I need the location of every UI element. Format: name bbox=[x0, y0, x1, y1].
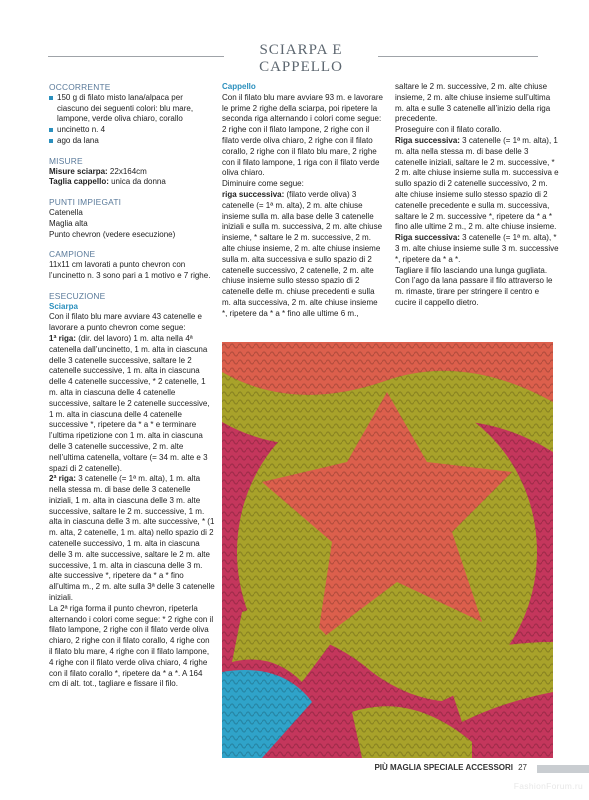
cappello-diminuire: Diminuire come segue: bbox=[222, 179, 304, 189]
punti-item: Punto chevron (vedere esecuzione) bbox=[49, 229, 176, 239]
page-number: 27 bbox=[518, 763, 527, 772]
materials-item: 150 g di filato misto lana/alpaca per ciascuno dei seguenti colori: blu mare, lampone, verde oliva chiaro, corallo bbox=[49, 93, 215, 125]
misure-sciarpa: Misure sciarpa: 22x164cm bbox=[49, 166, 147, 176]
sciarpa-colors: La 2ª riga forma il punto chevron, ripeterla alternando i colori come segue: * 2 righe con il filato lampone, 2 righe con il filato verde oliva chiaro, 2 righe con il filato corallo, 4 righe con il filato blu mare, 4 righe con il filato lampone, 4 righe con il filato verde oliva chiaro, 4 righe con il filato corallo *, ripetere da * a *. A 164 cm di alt. tot., tagliare e fissare il filo. bbox=[49, 603, 214, 689]
column-materials bbox=[49, 82, 215, 690]
title-rule-left bbox=[48, 56, 224, 57]
cappello-heading: Cappello bbox=[222, 82, 256, 91]
footer-bar bbox=[537, 765, 589, 773]
page-footer bbox=[0, 763, 589, 775]
hat-photo bbox=[222, 342, 553, 758]
campione-heading: CAMPIONE bbox=[49, 249, 96, 260]
column-cappello-cont bbox=[395, 82, 559, 309]
cappello-riga-b: Riga successiva: 3 catenelle (= 1ª m. alta), * 3 m. alte chiuse insieme sulle 3 m. successive *, ripetere da * a *. bbox=[395, 233, 559, 264]
punti-item: Catenella bbox=[49, 207, 83, 217]
cappello-riga: riga successiva: (filato verde oliva) 3 catenelle (= 1ª m. alta), 2 m. alte chiuse insieme sulla m. alla base delle 3 catenelle iniziali e sulla m. successiva, 2 m. alte chiuse insieme, * saltare le 2 m. successive, 2 m. alte chiuse insieme, 2 m. alte chiuse insieme sulla m. alta successiva e sullo spazio di 2 catenelle successivo, 2 catenelle, 2 m. alte chiuse insieme sullo stesso spazio di 2 catenelle delle m. chiuse precedenti e sulla m. alta successiva, 2 m. alte chiuse insieme *, ripetere da * a * fino alle ultime 6 m., bbox=[222, 189, 383, 318]
punti-item: Maglia alta bbox=[49, 218, 88, 228]
materials-item: uncinetto n. 4 bbox=[49, 125, 215, 136]
title-rule-right bbox=[378, 56, 538, 57]
sciarpa-riga-1: 1ª riga: (dir. del lavoro) 1 m. alta nella 4ª catenella dall’uncinetto, 1 m. alta in ciascuna delle 3 catenelle successive, saltare le 2 catenelle successive, 1 m. alta in ciascuna delle 4 catenelle successive, * 2 catenelle, 1 m. alta in ciascuna delle 4 catenelle successive, saltare le 2 catenelle successive, 1 m. alta in ciascuna delle 4 catenelle successive *, ripetere da * a * e terminare l’ultima ripetizione con 1 m. alta in ciascuna delle 3 catenelle successive, 2 m. alte nell’ultima catenella, voltare (= 34 m. alte e 3 spazi di 2 catenelle). bbox=[49, 333, 210, 473]
misure-heading: MISURE bbox=[49, 155, 83, 166]
sciarpa-heading: Sciarpa bbox=[49, 301, 78, 311]
watermark: FashionForum.ru bbox=[513, 781, 583, 791]
cappello-cucire: Con l’ago da lana passare il filo attraverso le m. rimaste, tirare per stringere il centro e cucire il cappello dietro. bbox=[395, 276, 553, 307]
sciarpa-riga-2: 2ª riga: 3 catenelle (= 1ª m. alta), 1 m. alta nella stessa m. di base delle 3 catenelle iniziali, 1 m. alta in ciascuna delle 3 m. alte successive, saltare le 2 m. successive, 1 m. alta in ciascuna delle 3 m. alte successive, * (1 m. alta, 2 catenelle, 1 m. alta) nello spazio di 2 catenelle successivo, 1 m. alta in ciascuna delle 3 m. alte successive, saltare le 2 m. alte successive, 1 m. alta in ciascuna delle 3 m. alte successive *, ripetere da * a * fino all’ultima m., 2 m. alte sulla 3ª delle 3 catenelle iniziali. bbox=[49, 474, 215, 603]
cappello-riga-a: Riga successiva: 3 catenelle (= 1ª m. alta), 1 m. alta nella stessa m. di base delle 3 catenelle iniziali, saltare le 2 m. successive, * 2 m. alte chiuse insieme sulla m. successiva e sullo spazio di 2 catenelle successivo, 2 m. alte chiuse insieme sullo stesso spazio di 2 catenelle precedente e sulla m. successiva, saltare le 2 m. successive *, ripetere da * a * fino alle ultime 2 m., 2 m. alte chiuse insieme. bbox=[395, 135, 559, 232]
materials-item: ago da lana bbox=[49, 136, 215, 147]
cappello-cont-text: saltare le 2 m. successive, 2 m. alte chiuse insieme, 2 m. alte chiuse insieme sull’ultima m. alta e sulle 3 catenelle all’inizio della riga precedente. bbox=[395, 82, 551, 124]
footer-publication: PIÙ MAGLIA SPECIALE ACCESSORI bbox=[374, 763, 513, 772]
sciarpa-intro: Con il filato blu mare avviare 43 catenelle e lavorare a punto chevron come segue: bbox=[49, 312, 202, 333]
cappello-intro: Con il filato blu mare avviare 93 m. e lavorare le prime 2 righe della sciarpa, poi ripetere la seconda riga alternando i colori come segue: 2 righe con il filato lampone, 2 righe con il filato verde oliva chiaro, 2 righe con il filato corallo, 2 righe con il filato blu mare, 2 righe con il filato lampone, 1 riga con il filato verde oliva chiaro. bbox=[222, 92, 383, 178]
column-cappello bbox=[222, 82, 385, 320]
cappello-corallo: Proseguire con il filato corallo. bbox=[395, 125, 502, 135]
hat-photo-svg bbox=[222, 342, 553, 758]
occorrente-heading: OCCORRENTE bbox=[49, 82, 111, 92]
misure-cappello: Taglia cappello: unica da donna bbox=[49, 177, 166, 187]
campione-text: 11x11 cm lavorati a punto chevron con l’uncinetto n. 3 sono pari a 1 motivo e 7 righe. bbox=[49, 260, 211, 280]
page-title: SCIARPA E CAPPELLO bbox=[259, 42, 343, 75]
cappello-tagliare: Tagliare il filo lasciando una lunga gugliata. bbox=[395, 265, 548, 275]
esecuzione-heading: ESECUZIONE bbox=[49, 290, 106, 301]
punti-heading: PUNTI IMPIEGATI bbox=[49, 197, 122, 208]
